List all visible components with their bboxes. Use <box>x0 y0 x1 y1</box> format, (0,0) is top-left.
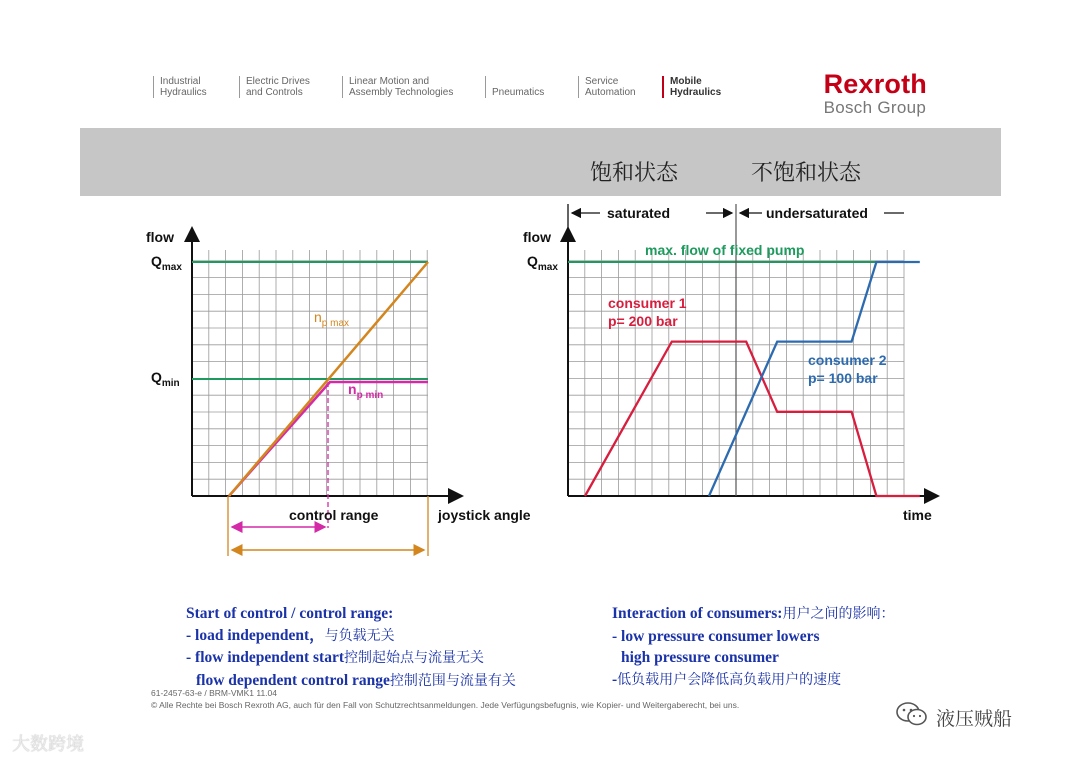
note-en: flow dependent control range <box>196 671 390 689</box>
note-cn: 控制起始点与流量无关 <box>344 650 485 666</box>
right-qmax-label <box>527 253 558 273</box>
notes-right-line2: high pressure consumer <box>621 649 779 666</box>
note-cn: 控制范围与流量有关 <box>389 672 516 689</box>
note-cn: 与负载无关 <box>324 627 395 644</box>
qmax-q: Q <box>527 253 538 269</box>
notes-right-line1: - low pressure consumer lowers <box>612 627 820 645</box>
np-max-n: n <box>314 309 322 325</box>
footer-code: 61-2457-63-e / BRM-VMK1 11.04 <box>151 688 277 698</box>
nav-label-line1: Electric Drives <box>246 76 310 87</box>
time-axis-label: time <box>903 507 932 523</box>
saturated-title-cn: 饱和状态 <box>590 161 679 186</box>
notes-left <box>186 603 516 692</box>
np-max-sub: p max <box>321 318 350 329</box>
np-min-sub: p min <box>356 390 384 401</box>
qmax-sub: max <box>161 262 182 273</box>
nav-label-line2: and Controls <box>246 87 303 98</box>
max-flow-label: max. flow of fixed pump <box>645 242 805 258</box>
brand-group: Bosch Group <box>823 98 927 117</box>
notes-right <box>612 603 894 691</box>
nav-label-line2: Assembly Technologies <box>349 87 454 98</box>
left-y-axis-label: flow <box>146 229 174 245</box>
note-prefix: - <box>612 670 618 688</box>
nav-label-line1: Industrial <box>160 76 201 87</box>
notes-right-title <box>612 603 894 626</box>
joystick-angle-label: joystick angle <box>438 507 531 523</box>
notes-left-line2 <box>186 647 516 670</box>
notes-left-title: Start of control / control range: <box>186 605 394 622</box>
np-min-label <box>348 381 383 401</box>
watermark-right: 液压贼船 <box>936 708 1013 730</box>
footer-copyright: © Alle Rechte bei Bosch Rexroth AG, auch für den Fall von Schutzrechtsanmeldungen. Jede Verfügungsbefugnis, wie Kopier- und Weitergaberecht, bei uns. <box>151 700 740 710</box>
watermark-left: 大数跨境 <box>12 734 84 755</box>
qmax-sub: max <box>537 262 558 273</box>
undersaturated-label: undersaturated <box>766 205 868 221</box>
saturated-label: saturated <box>607 205 671 221</box>
consumer2-pressure: p= 100 bar <box>808 370 878 386</box>
consumer1-pressure: p= 200 bar <box>608 313 678 329</box>
qmin-sub: min <box>161 378 180 389</box>
nav-label-line1: Service <box>585 76 619 87</box>
right-y-axis-label: flow <box>523 229 551 245</box>
undersaturated-title-cn: 不饱和状态 <box>751 161 862 186</box>
qmax-q: Q <box>151 253 162 269</box>
brand-name: Rexroth <box>823 69 927 99</box>
nav-label-line2: Hydraulics <box>160 87 207 98</box>
footer <box>151 687 739 711</box>
left-qmax-label <box>151 253 182 273</box>
consumer1-label: consumer 1 <box>608 295 687 311</box>
consumer2-label: consumer 2 <box>808 352 887 368</box>
note-cn: 低负载用户会降低高负载用户的速度 <box>617 671 842 688</box>
np-max-label <box>314 309 349 329</box>
note-en: Interaction of consumers: <box>612 605 783 622</box>
np-min-n: n <box>348 381 357 397</box>
control-range-label: control range <box>289 507 379 523</box>
note-cn: 用户之间的影响： <box>782 606 895 622</box>
note-en: - load independent， <box>186 626 325 644</box>
nav-label-line2: Automation <box>585 87 636 98</box>
nav-label-line1: Mobile <box>670 76 702 87</box>
nav-label-line2: Pneumatics <box>492 87 545 98</box>
nav-label-line2: Hydraulics <box>670 87 722 98</box>
notes-left-line1 <box>186 625 516 648</box>
qmin-q: Q <box>151 369 162 385</box>
nav-label-line1: Linear Motion and <box>349 76 430 87</box>
left-qmin-label <box>151 369 180 389</box>
wechat-icon <box>895 700 929 728</box>
left-grid <box>192 250 428 496</box>
note-en: - flow independent start <box>186 649 345 666</box>
